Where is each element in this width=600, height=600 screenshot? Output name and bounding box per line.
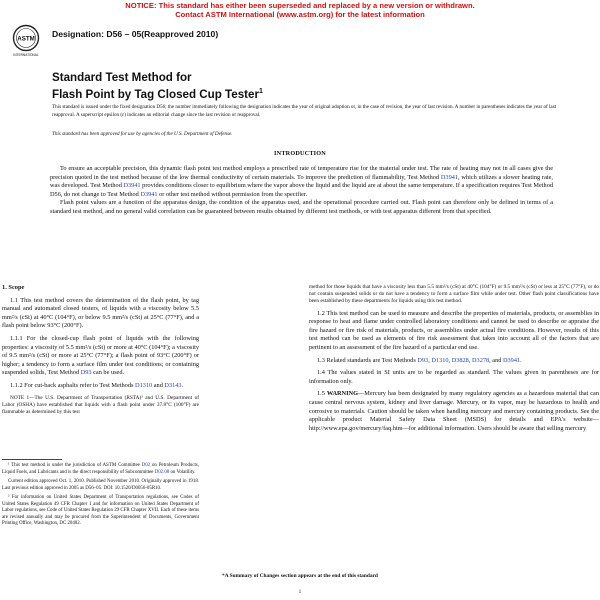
page-number: 1 xyxy=(298,589,302,595)
paragraph-1-5: 1.5 WARNING—Mercury has been designated by many regulatory agencies as a hazardous material that can cause central nervous system, kidney and liver damage. Mercury, or its vapor, may be hazardous to health and corrosive to materials. Caution should be taken when handling mercury and mercury containing products. See the applicable product Material Safety Data Sheet (MSDS) for details and EPA's website—http://www.epa.gov/mercury/faq.htm—for additional information. Users should be aware that selling mercury xyxy=(309,390,599,432)
introduction-paragraph-1: To ensure an acceptable precision, this dynamic flash point test method employs a prescribed rate of temperature rise for the material under test. The rate of heating may not in all cases give the precision quoted in the test method because of the low thermal conductivity of certain materials. To improve the prediction of flammability, Test Method D3941, which utilizes a slower heating rate, was developed. Test Method D3941 provides conditions closer to equilibrium where the vapor above the liquid and the liquid are at about the same temperature. If a specification requires Test Method D56, do not change to Test Method D3941 or other test method without permission from the specifier. xyxy=(50,165,553,198)
link-d1310[interactable]: D1310 xyxy=(135,381,153,389)
footnote-2: ² For information on United States Department of Transportation regulations, see Codes of United States Regulation 49 CFR Chapter 1 and for information on United States Department of Labor regulations, see Code of United States Regulation 29 CFR Chapter XVII. Each of these items are revised annually and may be procured from the Superintendent of Documents, Government Printing Office, Washington, DC 20402. xyxy=(2,495,199,526)
right-column xyxy=(309,284,599,437)
footnote-1-edition: Current edition approved Oct. 1, 2010. Published November 2010. Originally approved in 1918. Last previous edition approved in 2005 as D56–05. DOI: 10.1520/D0056-05R10. xyxy=(2,479,199,491)
notice-line-1: NOTICE: This standard has either been superseded and replaced by a new version or withdrawn. xyxy=(125,1,475,10)
paragraph-1-1: 1.1 This test method covers the determination of the flash point, by tag manual and automated closed testers, of liquids with a viscosity below 5.5 mm²/s (cSt) at 40°C (104°F), or below 9.5 mm²/s (cSt) at 25°C (77°F), and a flash point below 93°C (200°F). xyxy=(2,296,199,330)
page-title xyxy=(52,71,263,101)
link-d02-08[interactable]: D02.08 xyxy=(154,469,170,475)
footnotes xyxy=(2,463,199,531)
link-d3143[interactable]: D3143 xyxy=(164,381,182,389)
warning-label: WARNING xyxy=(326,390,358,398)
superseded-notice xyxy=(0,1,600,19)
title-line-1: Standard Test Method for xyxy=(52,71,192,84)
notice-line-2: Contact ASTM International (www.astm.org) for the latest information xyxy=(175,10,425,19)
link-d3278[interactable]: D3278 xyxy=(472,356,490,364)
link-d3941[interactable]: D3941 xyxy=(440,173,459,181)
link-d1310[interactable]: D1310 xyxy=(431,356,449,364)
link-d3941[interactable]: D3941 xyxy=(502,356,521,364)
summary-of-changes-note: *A Summary of Changes section appears at the end of this standard xyxy=(222,573,378,579)
paragraph-1-2: 1.2 This test method can be used to measure and describe the properties of materials, products, or assemblies in response to heat and flame under controlled laboratory conditions and cannot be used to describe or appraise the fire hazard or fire risk of materials, products, or assemblies under actual fire conditions. However, results of this test method can be used as elements of fire risk assessment that takes into account all of the factors that are pertinent to an assessment of the fire hazard of a particular end use. xyxy=(309,309,599,351)
note-1-continued: method for those liquids that have a viscosity less than 5.5 mm²/s (cSt) at 40°C (104°F) or 9.5 mm²/s (cSt) or less at 25°C (77°F), or do not contain suspended solids or do not have a tendency to form a surface film while under test. Other flash point classifications have been established by these departments for liquids using this test method. xyxy=(309,284,599,305)
link-d3941[interactable]: D3941 xyxy=(123,182,141,190)
footnote-divider xyxy=(2,459,62,460)
paragraph-1-1-2: 1.1.2 For cut-back asphalts refer to Test Methods D1310 and D3143. xyxy=(10,381,184,389)
introduction-paragraph-2: Flash point values are a function of the apparatus design, the condition of the apparatus used, and the operational procedure carried out. Flash point can therefore only be defined in terms of a standard test method, and no general valid correlation can be guaranteed between results obtained by different test methods, or with test apparatus different from that specified. xyxy=(50,199,553,215)
logo-label: INTERNATIONAL xyxy=(13,53,39,57)
left-column xyxy=(2,284,199,420)
paragraph-1-1-1: 1.1.1 For the closed-cup flash point of liquids with the following properties: a viscosity of 5.5 mm²/s (cSt) or more at 40°C (104°F); a viscosity of 9.5 mm²/s (cSt) or more at 25°C (77°F); a flash point of 93°C (200°F) or higher; a tendency to form a surface film under test conditions; or containing suspended solids, Test Method D93 can be used. xyxy=(2,334,199,377)
title-footnote-ref[interactable]: 1 xyxy=(259,87,263,95)
link-d3941[interactable]: D3941 xyxy=(140,190,158,198)
link-d02[interactable]: D02 xyxy=(141,463,151,468)
title-line-2: Flash Point by Tag Closed Cup Tester$^1$ xyxy=(52,87,263,101)
issued-statement: This standard is issued under the fixed designation D56; the number immediately following the designation indicates the year of original adoption or, in the case of revision, the year of last revision. A number in parentheses indicates the year of last reapproval. A superscript epsilon (ε) indicates an editorial change since the last revision or reapproval. xyxy=(52,104,557,118)
link-d93[interactable]: D93 xyxy=(417,356,429,364)
link-d3828[interactable]: D3828 xyxy=(451,356,469,364)
introduction-body xyxy=(50,165,553,217)
logo-text: ASTM xyxy=(17,35,35,43)
introduction-heading: INTRODUCTION xyxy=(274,150,326,157)
astm-logo-icon xyxy=(12,24,40,58)
note-1: NOTE 1—The U.S. Department of Transportation (RSTA)² and U.S. Department of Labor (OSHA) have established that liquids with a flash point under 37.8°C (100°F) are flammable as determined by this test xyxy=(2,394,199,415)
paragraph-1-4: 1.4 The values stated in SI units are to be regarded as standard. The values given in parentheses are for information only. xyxy=(309,369,599,385)
footnote-1: ¹ This test method is under the jurisdiction of ASTM Committee D02 on Petroleum Products, Liquid Fuels, and Lubricants and is the direct responsibility of Subcommittee D02.08 on Volatility. xyxy=(2,463,199,475)
approval-statement: This standard has been approved for use by agencies of the U.S. Department of Defense. xyxy=(52,131,233,137)
designation: Designation: D56 – 05(Reapproved 2010) xyxy=(52,29,219,39)
paragraph-1-3: 1.3 Related standards are Test Methods D93, D1310, D3828, D3278, and D3941. xyxy=(317,356,522,364)
link-d93[interactable]: D93 xyxy=(80,369,92,377)
section-heading-scope: 1. Scope xyxy=(2,284,25,291)
